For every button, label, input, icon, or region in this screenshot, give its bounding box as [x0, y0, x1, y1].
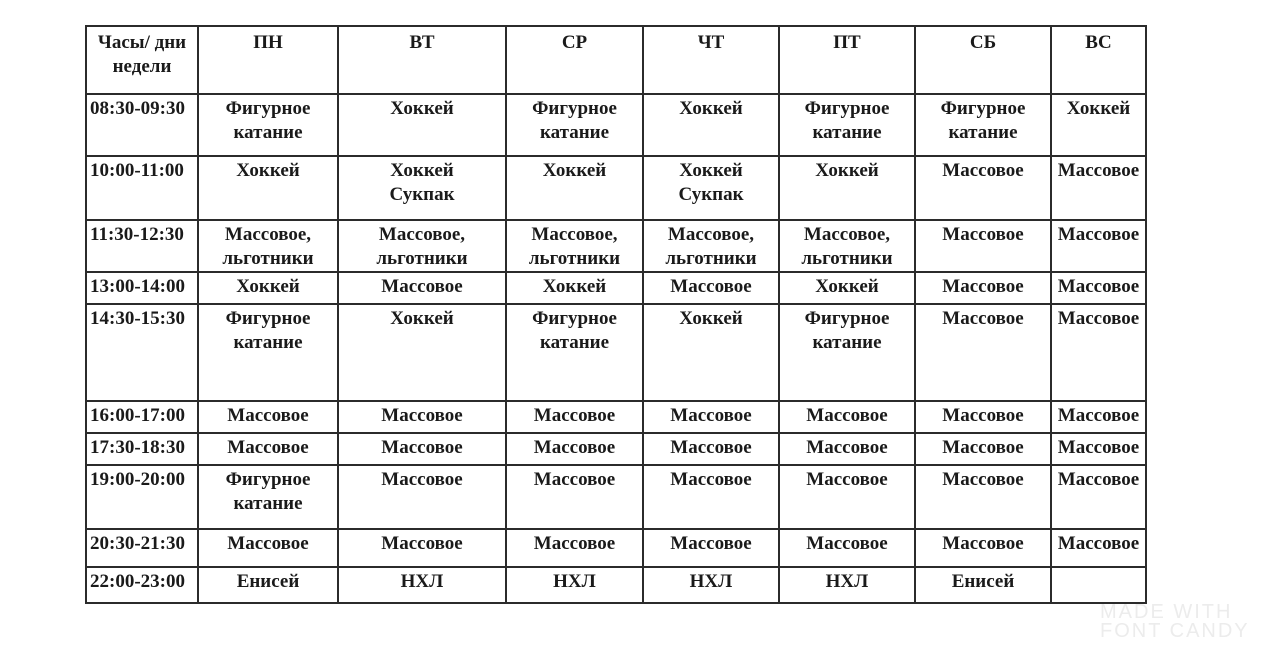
activity-cell: Хоккей [506, 272, 643, 304]
activity-cell: Фигурное катание [915, 94, 1051, 156]
watermark: MADE WITH FONT CANDY [1100, 601, 1250, 642]
activity-cell: Хоккей [1051, 94, 1146, 156]
activity-cell: Фигурное катание [506, 94, 643, 156]
activity-cell: Массовое, льготники [338, 220, 506, 272]
activity-cell: Массовое [1051, 529, 1146, 567]
activity-cell: Фигурное катание [779, 304, 915, 401]
activity-cell: Хоккей [779, 272, 915, 304]
activity-cell: Фигурное катание [198, 304, 338, 401]
schedule-body [86, 94, 1146, 603]
table-row [86, 567, 1146, 603]
activity-cell: Массовое [1051, 465, 1146, 529]
activity-cell: Массовое [915, 401, 1051, 433]
activity-cell: Массовое [1051, 433, 1146, 465]
activity-cell: Массовое [1051, 272, 1146, 304]
time-slot-cell: 10:00-11:00 [86, 156, 198, 220]
activity-cell: Массовое [1051, 304, 1146, 401]
time-slot-cell: 22:00-23:00 [86, 567, 198, 603]
activity-cell: Хоккей [643, 94, 779, 156]
time-slot-cell: 20:30-21:30 [86, 529, 198, 567]
activity-cell: Массовое [506, 401, 643, 433]
time-slot-cell: 14:30-15:30 [86, 304, 198, 401]
table-row [86, 401, 1146, 433]
activity-cell: Массовое [643, 433, 779, 465]
activity-cell: Хоккей [338, 304, 506, 401]
activity-cell: НХЛ [779, 567, 915, 603]
table-row [86, 94, 1146, 156]
day-header-mon: ПН [198, 26, 338, 94]
activity-cell: Массовое [338, 465, 506, 529]
activity-cell: Массовое [198, 401, 338, 433]
table-row [86, 529, 1146, 567]
activity-cell: Массовое, льготники [506, 220, 643, 272]
activity-cell: Массовое, льготники [198, 220, 338, 272]
activity-cell: Массовое [506, 465, 643, 529]
activity-cell [1051, 567, 1146, 603]
activity-cell: Хоккей [643, 304, 779, 401]
activity-cell: Хоккей [506, 156, 643, 220]
table-row [86, 272, 1146, 304]
activity-cell: Массовое [915, 156, 1051, 220]
activity-cell: Массовое [915, 272, 1051, 304]
activity-cell: Фигурное катание [779, 94, 915, 156]
activity-cell: Массовое [506, 433, 643, 465]
activity-cell: НХЛ [338, 567, 506, 603]
activity-cell: Массовое [506, 529, 643, 567]
activity-cell: Массовое [643, 272, 779, 304]
activity-cell: Фигурное катание [198, 465, 338, 529]
activity-cell: Хоккей [198, 156, 338, 220]
activity-cell: Массовое [338, 433, 506, 465]
activity-cell: Массовое, льготники [779, 220, 915, 272]
activity-cell: Массовое [1051, 401, 1146, 433]
time-slot-cell: 08:30-09:30 [86, 94, 198, 156]
activity-cell: Хоккей [779, 156, 915, 220]
activity-cell: Массовое [643, 465, 779, 529]
activity-cell: Енисей [915, 567, 1051, 603]
table-row [86, 220, 1146, 272]
header-row [86, 26, 1146, 94]
activity-cell: НХЛ [506, 567, 643, 603]
day-header-sun: ВС [1051, 26, 1146, 94]
day-header-sat: СБ [915, 26, 1051, 94]
activity-cell: Массовое [915, 304, 1051, 401]
day-header-fri: ПТ [779, 26, 915, 94]
activity-cell: Массовое [915, 433, 1051, 465]
activity-cell: Массовое [643, 401, 779, 433]
activity-cell: Массовое [643, 529, 779, 567]
header-corner-cell: Часы/ дни недели [86, 26, 198, 94]
activity-cell: Массовое [915, 529, 1051, 567]
table-row [86, 304, 1146, 401]
time-slot-cell: 17:30-18:30 [86, 433, 198, 465]
activity-cell: Фигурное катание [198, 94, 338, 156]
activity-cell: Массовое, льготники [643, 220, 779, 272]
activity-cell: Массовое [198, 433, 338, 465]
activity-cell: Массовое [338, 529, 506, 567]
activity-cell: Массовое [915, 465, 1051, 529]
activity-cell: Хоккей [198, 272, 338, 304]
activity-cell: Фигурное катание [506, 304, 643, 401]
activity-cell: Массовое [779, 529, 915, 567]
activity-cell: НХЛ [643, 567, 779, 603]
activity-cell: Массовое [338, 272, 506, 304]
activity-cell: Хоккей Сукпак [338, 156, 506, 220]
time-slot-cell: 19:00-20:00 [86, 465, 198, 529]
activity-cell: Массовое [1051, 156, 1146, 220]
table-row [86, 465, 1146, 529]
activity-cell: Массовое [1051, 220, 1146, 272]
activity-cell: Массовое [198, 529, 338, 567]
day-header-thu: ЧТ [643, 26, 779, 94]
table-row [86, 156, 1146, 220]
time-slot-cell: 16:00-17:00 [86, 401, 198, 433]
activity-cell: Массовое [779, 401, 915, 433]
activity-cell: Енисей [198, 567, 338, 603]
activity-cell: Массовое [779, 433, 915, 465]
time-slot-cell: 13:00-14:00 [86, 272, 198, 304]
day-header-tue: ВТ [338, 26, 506, 94]
activity-cell: Хоккей Сукпак [643, 156, 779, 220]
time-slot-cell: 11:30-12:30 [86, 220, 198, 272]
activity-cell: Хоккей [338, 94, 506, 156]
schedule-table [85, 25, 1147, 604]
table-row [86, 433, 1146, 465]
activity-cell: Массовое [915, 220, 1051, 272]
day-header-wed: СР [506, 26, 643, 94]
activity-cell: Массовое [779, 465, 915, 529]
activity-cell: Массовое [338, 401, 506, 433]
